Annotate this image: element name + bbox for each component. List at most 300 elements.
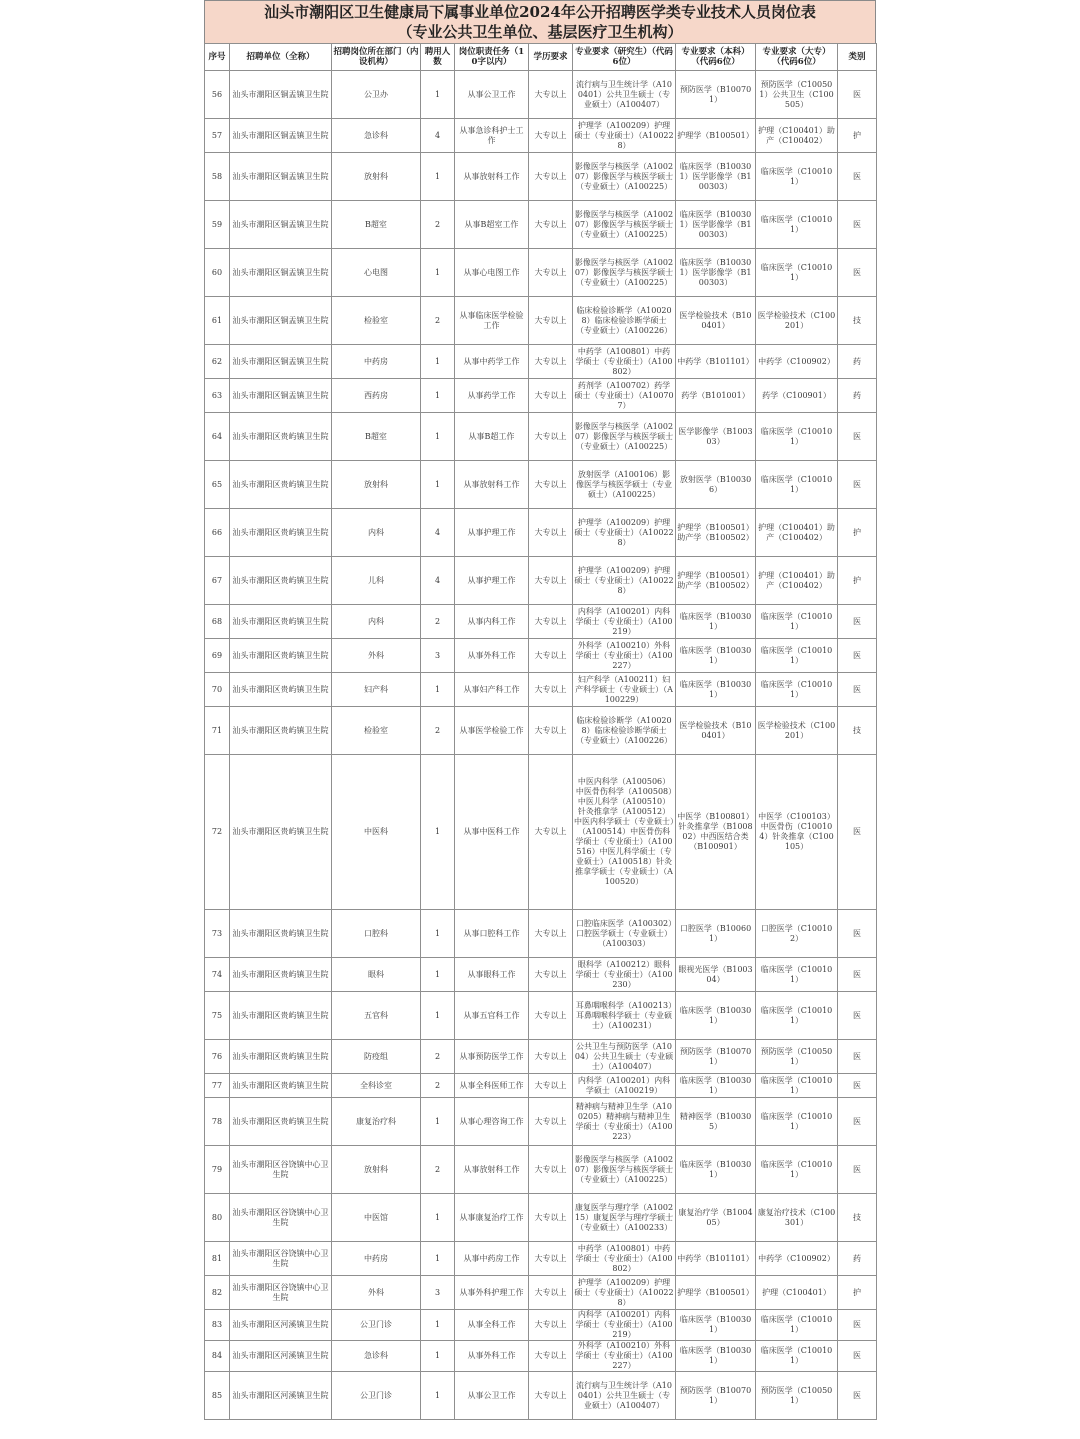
cell-duty: 从事外科工作	[455, 1341, 529, 1372]
cell-dept: 公卫门诊	[332, 1372, 421, 1420]
cell-duty: 从事内科工作	[455, 605, 529, 639]
cell-bachelor-major: 预防医学（B100701）	[676, 1372, 756, 1420]
cell-graduate-major: 护理学（A100209）护理硕士（专业硕士）（A100228）	[573, 509, 676, 557]
cell-unit: 汕头市潮阳区贵屿镇卫生院	[230, 1098, 332, 1146]
cell-seq: 80	[205, 1194, 230, 1242]
cell-seq: 70	[205, 673, 230, 707]
cell-duty: 从事公卫工作	[455, 1372, 529, 1420]
cell-dept: 防疫组	[332, 1040, 421, 1074]
table-row	[205, 1074, 877, 1098]
cell-seq: 69	[205, 639, 230, 673]
cell-duty: 从事康复治疗工作	[455, 1194, 529, 1242]
cell-associate-major: 临床医学（C100101）	[756, 673, 838, 707]
cell-category: 医	[838, 461, 877, 509]
header-bachelor-major: 专业要求（本科）（代码6位）	[676, 44, 756, 71]
cell-associate-major: 临床医学（C100101）	[756, 1310, 838, 1341]
cell-unit: 汕头市潮阳区贵屿镇卫生院	[230, 755, 332, 910]
title-banner	[204, 0, 876, 43]
cell-dept: 公卫办	[332, 71, 421, 119]
cell-dept: 中医馆	[332, 1194, 421, 1242]
cell-associate-major: 护理（C100401）	[756, 1276, 838, 1310]
cell-category: 护	[838, 119, 877, 153]
cell-duty: 从事B超室工作	[455, 201, 529, 249]
table-row	[205, 461, 877, 509]
cell-dept: 儿科	[332, 557, 421, 605]
cell-unit: 汕头市潮阳区河溪镇卫生院	[230, 1372, 332, 1420]
cell-bachelor-major: 医学影像学（B100303）	[676, 413, 756, 461]
cell-associate-major: 临床医学（C100101）	[756, 201, 838, 249]
cell-count: 2	[421, 1040, 455, 1074]
cell-category: 医	[838, 1372, 877, 1420]
cell-category: 医	[838, 992, 877, 1040]
cell-associate-major: 预防医学（C100501）	[756, 1040, 838, 1074]
cell-education: 大专以上	[529, 119, 573, 153]
cell-duty: 从事外科护理工作	[455, 1276, 529, 1310]
cell-education: 大专以上	[529, 1341, 573, 1372]
cell-dept: 全科诊室	[332, 1074, 421, 1098]
table-row	[205, 413, 877, 461]
cell-unit: 汕头市潮阳区铜盂镇卫生院	[230, 119, 332, 153]
cell-graduate-major: 药剂学（A100702）药学硕士（专业硕士）（A100707）	[573, 379, 676, 413]
cell-seq: 56	[205, 71, 230, 119]
cell-unit: 汕头市潮阳区贵屿镇卫生院	[230, 910, 332, 958]
cell-category: 医	[838, 1341, 877, 1372]
cell-count: 3	[421, 639, 455, 673]
header-row	[205, 44, 877, 71]
cell-duty: 从事B超工作	[455, 413, 529, 461]
cell-unit: 汕头市潮阳区谷饶镇中心卫生院	[230, 1276, 332, 1310]
cell-graduate-major: 临床检验诊断学（A100208）临床检验诊断学硕士（专业硕士）（A100226）	[573, 707, 676, 755]
cell-count: 1	[421, 1372, 455, 1420]
cell-count: 1	[421, 1098, 455, 1146]
cell-seq: 73	[205, 910, 230, 958]
cell-education: 大专以上	[529, 1276, 573, 1310]
cell-bachelor-major: 预防医学（B100701）	[676, 1040, 756, 1074]
cell-associate-major: 临床医学（C100101）	[756, 958, 838, 992]
cell-dept: 外科	[332, 1276, 421, 1310]
cell-count: 1	[421, 673, 455, 707]
table-row	[205, 345, 877, 379]
cell-bachelor-major: 眼视光医学（B100304）	[676, 958, 756, 992]
cell-category: 医	[838, 639, 877, 673]
cell-category: 医	[838, 1310, 877, 1341]
cell-seq: 78	[205, 1098, 230, 1146]
cell-count: 4	[421, 557, 455, 605]
cell-education: 大专以上	[529, 958, 573, 992]
cell-dept: 放射科	[332, 461, 421, 509]
cell-education: 大专以上	[529, 1242, 573, 1276]
table-row	[205, 1146, 877, 1194]
cell-graduate-major: 影像医学与核医学（A100207）影像医学与核医学硕士（专业硕士）（A100225）	[573, 413, 676, 461]
cell-category: 医	[838, 673, 877, 707]
cell-education: 大专以上	[529, 1194, 573, 1242]
recruitment-sheet	[204, 0, 876, 1439]
cell-associate-major: 医学检验技术（C100201）	[756, 297, 838, 345]
table-row	[205, 910, 877, 958]
cell-bachelor-major: 临床医学（B100301）	[676, 992, 756, 1040]
cell-associate-major: 中药学（C100902）	[756, 1242, 838, 1276]
cell-duty: 从事全科工作	[455, 1310, 529, 1341]
cell-duty: 从事心理咨询工作	[455, 1098, 529, 1146]
table-row	[205, 379, 877, 413]
cell-count: 1	[421, 345, 455, 379]
cell-unit: 汕头市潮阳区铜盂镇卫生院	[230, 201, 332, 249]
cell-duty: 从事放射科工作	[455, 461, 529, 509]
cell-dept: 妇产科	[332, 673, 421, 707]
cell-count: 1	[421, 413, 455, 461]
cell-bachelor-major: 精神医学（B100305）	[676, 1098, 756, 1146]
cell-category: 技	[838, 1194, 877, 1242]
cell-category: 医	[838, 71, 877, 119]
cell-bachelor-major: 临床医学（B100301）	[676, 1146, 756, 1194]
header-duty: 岗位职责任务（10字以内）	[455, 44, 529, 71]
cell-education: 大专以上	[529, 1310, 573, 1341]
cell-associate-major: 医学检验技术（C100201）	[756, 707, 838, 755]
cell-graduate-major: 影像医学与核医学（A100207）影像医学与核医学硕士（专业硕士）（A100225）	[573, 249, 676, 297]
cell-graduate-major: 中医内科学（A100506）中医骨伤科学（A100508）中医儿科学（A100510）针灸推拿学（A100512）中医内科学硕士（专业硕士）（A100514）中医骨伤科学硕士（专业硕士）（A100516）中医儿科学硕士（专业硕士）（A100518）针灸推拿学硕士（专业硕士）（A100520）	[573, 755, 676, 910]
cell-graduate-major: 临床检验诊断学（A100208）临床检验诊断学硕士（专业硕士）（A100226）	[573, 297, 676, 345]
table-row	[205, 509, 877, 557]
cell-dept: 急诊科	[332, 1341, 421, 1372]
cell-seq: 64	[205, 413, 230, 461]
cell-dept: 中药房	[332, 1242, 421, 1276]
cell-duty: 从事急诊科护士工作	[455, 119, 529, 153]
table-row	[205, 557, 877, 605]
cell-count: 1	[421, 910, 455, 958]
cell-seq: 61	[205, 297, 230, 345]
cell-dept: B超室	[332, 413, 421, 461]
cell-seq: 67	[205, 557, 230, 605]
cell-associate-major: 临床医学（C100101）	[756, 639, 838, 673]
cell-graduate-major: 精神病与精神卫生学（A100205）精神病与精神卫生学硕士（专业硕士）（A100223）	[573, 1098, 676, 1146]
cell-seq: 74	[205, 958, 230, 992]
cell-seq: 83	[205, 1310, 230, 1341]
header-seq: 序号	[205, 44, 230, 71]
cell-bachelor-major: 医学检验技术（B100401）	[676, 297, 756, 345]
cell-duty: 从事公卫工作	[455, 71, 529, 119]
cell-category: 医	[838, 605, 877, 639]
cell-graduate-major: 流行病与卫生统计学（A100401）公共卫生硕士（专业硕士）（A100407）	[573, 71, 676, 119]
cell-associate-major: 临床医学（C100101）	[756, 1146, 838, 1194]
cell-duty: 从事外科工作	[455, 639, 529, 673]
cell-category: 医	[838, 910, 877, 958]
cell-education: 大专以上	[529, 153, 573, 201]
cell-bachelor-major: 中医学（B100801）针灸推拿学（B100802）中西医结合类（B100901）	[676, 755, 756, 910]
cell-graduate-major: 眼科学（A100212）眼科学硕士（专业硕士）（A100230）	[573, 958, 676, 992]
cell-education: 大专以上	[529, 379, 573, 413]
cell-seq: 76	[205, 1040, 230, 1074]
cell-bachelor-major: 放射医学（B100306）	[676, 461, 756, 509]
cell-category: 医	[838, 1040, 877, 1074]
cell-count: 1	[421, 755, 455, 910]
cell-duty: 从事心电图工作	[455, 249, 529, 297]
cell-seq: 72	[205, 755, 230, 910]
cell-graduate-major: 内科学（A100201）内科学硕士（专业硕士）（A100219）	[573, 605, 676, 639]
cell-associate-major: 护理（C100401）助产（C100402）	[756, 557, 838, 605]
cell-dept: 五官科	[332, 992, 421, 1040]
cell-graduate-major: 护理学（A100209）护理硕士（专业硕士）（A100228）	[573, 557, 676, 605]
table-body	[205, 71, 877, 1420]
cell-bachelor-major: 临床医学（B100301）医学影像学（B100303）	[676, 249, 756, 297]
cell-education: 大专以上	[529, 509, 573, 557]
cell-seq: 79	[205, 1146, 230, 1194]
cell-graduate-major: 内科学（A100201）内科学硕士（专业硕士）（A100219）	[573, 1310, 676, 1341]
cell-bachelor-major: 临床医学（B100301）	[676, 673, 756, 707]
cell-duty: 从事中药学工作	[455, 345, 529, 379]
cell-associate-major: 临床医学（C100101）	[756, 1098, 838, 1146]
cell-dept: 内科	[332, 509, 421, 557]
cell-graduate-major: 中药学（A100801）中药学硕士（专业硕士）（A100802）	[573, 1242, 676, 1276]
table-row	[205, 755, 877, 910]
cell-seq: 60	[205, 249, 230, 297]
cell-unit: 汕头市潮阳区贵屿镇卫生院	[230, 639, 332, 673]
cell-bachelor-major: 中药学（B101101）	[676, 1242, 756, 1276]
cell-bachelor-major: 中药学（B101101）	[676, 345, 756, 379]
cell-count: 1	[421, 249, 455, 297]
cell-seq: 63	[205, 379, 230, 413]
cell-duty: 从事全科医师工作	[455, 1074, 529, 1098]
cell-unit: 汕头市潮阳区贵屿镇卫生院	[230, 605, 332, 639]
cell-seq: 57	[205, 119, 230, 153]
cell-graduate-major: 妇产科学（A100211）妇产科学硕士（专业硕士）（A100229）	[573, 673, 676, 707]
cell-unit: 汕头市潮阳区铜盂镇卫生院	[230, 71, 332, 119]
cell-unit: 汕头市潮阳区贵屿镇卫生院	[230, 1040, 332, 1074]
cell-graduate-major: 外科学（A100210）外科学硕士（专业硕士）（A100227）	[573, 1341, 676, 1372]
cell-count: 2	[421, 707, 455, 755]
table-row	[205, 1276, 877, 1310]
cell-duty: 从事放射科工作	[455, 153, 529, 201]
cell-associate-major: 护理（C100401）助产（C100402）	[756, 119, 838, 153]
cell-dept: 口腔科	[332, 910, 421, 958]
cell-count: 1	[421, 1341, 455, 1372]
cell-unit: 汕头市潮阳区谷饶镇中心卫生院	[230, 1146, 332, 1194]
cell-count: 1	[421, 1310, 455, 1341]
cell-dept: 急诊科	[332, 119, 421, 153]
cell-duty: 从事护理工作	[455, 509, 529, 557]
cell-graduate-major: 护理学（A100209）护理硕士（专业硕士）（A100228）	[573, 1276, 676, 1310]
cell-dept: 眼科	[332, 958, 421, 992]
cell-dept: 公卫门诊	[332, 1310, 421, 1341]
cell-category: 药	[838, 1242, 877, 1276]
cell-unit: 汕头市潮阳区贵屿镇卫生院	[230, 992, 332, 1040]
cell-count: 2	[421, 201, 455, 249]
cell-seq: 68	[205, 605, 230, 639]
cell-education: 大专以上	[529, 910, 573, 958]
cell-seq: 82	[205, 1276, 230, 1310]
cell-education: 大专以上	[529, 413, 573, 461]
cell-graduate-major: 放射医学（A100106）影像医学与核医学硕士（专业硕士）（A100225）	[573, 461, 676, 509]
cell-education: 大专以上	[529, 297, 573, 345]
cell-graduate-major: 公共卫生与预防医学（A1004）公共卫生硕士（专业硕士）（A100407）	[573, 1040, 676, 1074]
cell-duty: 从事眼科工作	[455, 958, 529, 992]
cell-unit: 汕头市潮阳区铜盂镇卫生院	[230, 297, 332, 345]
cell-associate-major: 临床医学（C100101）	[756, 1074, 838, 1098]
cell-count: 1	[421, 1242, 455, 1276]
cell-bachelor-major: 医学检验技术（B100401）	[676, 707, 756, 755]
cell-bachelor-major: 药学（B101001）	[676, 379, 756, 413]
cell-category: 医	[838, 413, 877, 461]
cell-category: 医	[838, 153, 877, 201]
header-dept: 招聘岗位所在部门（内设机构）	[332, 44, 421, 71]
cell-associate-major: 预防医学（C100501）	[756, 1372, 838, 1420]
table-row	[205, 153, 877, 201]
cell-duty: 从事预防医学工作	[455, 1040, 529, 1074]
cell-education: 大专以上	[529, 605, 573, 639]
cell-dept: 放射科	[332, 1146, 421, 1194]
cell-unit: 汕头市潮阳区贵屿镇卫生院	[230, 509, 332, 557]
cell-education: 大专以上	[529, 1098, 573, 1146]
cell-seq: 81	[205, 1242, 230, 1276]
cell-dept: 心电图	[332, 249, 421, 297]
cell-seq: 58	[205, 153, 230, 201]
table-row	[205, 1194, 877, 1242]
cell-duty: 从事护理工作	[455, 557, 529, 605]
cell-count: 2	[421, 605, 455, 639]
cell-education: 大专以上	[529, 755, 573, 910]
header-graduate-major: 专业要求（研究生）（代码6位）	[573, 44, 676, 71]
cell-category: 医	[838, 1146, 877, 1194]
cell-education: 大专以上	[529, 1040, 573, 1074]
cell-seq: 62	[205, 345, 230, 379]
table-row	[205, 1040, 877, 1074]
cell-associate-major: 口腔医学（C100102）	[756, 910, 838, 958]
cell-category: 护	[838, 557, 877, 605]
cell-graduate-major: 影像医学与核医学（A100207）影像医学与核医学硕士（专业硕士）（A100225）	[573, 153, 676, 201]
table-row	[205, 1310, 877, 1341]
cell-count: 2	[421, 1074, 455, 1098]
cell-dept: 中医科	[332, 755, 421, 910]
table-row	[205, 707, 877, 755]
cell-unit: 汕头市潮阳区铜盂镇卫生院	[230, 249, 332, 297]
cell-duty: 从事妇产科工作	[455, 673, 529, 707]
cell-duty: 从事放射科工作	[455, 1146, 529, 1194]
cell-dept: 中药房	[332, 345, 421, 379]
cell-bachelor-major: 护理学（B100501）	[676, 119, 756, 153]
cell-count: 1	[421, 153, 455, 201]
cell-seq: 75	[205, 992, 230, 1040]
cell-education: 大专以上	[529, 201, 573, 249]
cell-graduate-major: 口腔临床医学（A100302）口腔医学硕士（专业硕士）（A100303）	[573, 910, 676, 958]
cell-education: 大专以上	[529, 249, 573, 297]
table-title: 汕头市潮阳区卫生健康局下属事业单位2024年公开招聘医学类专业技术人员岗位表	[264, 3, 816, 21]
cell-duty: 从事口腔科工作	[455, 910, 529, 958]
cell-education: 大专以上	[529, 557, 573, 605]
cell-associate-major: 康复治疗技术（C100301）	[756, 1194, 838, 1242]
cell-duty: 从事临床医学检验工作	[455, 297, 529, 345]
cell-bachelor-major: 护理学（B100501）助产学（B100502）	[676, 557, 756, 605]
table-row	[205, 1242, 877, 1276]
table-row	[205, 673, 877, 707]
cell-bachelor-major: 护理学（B100501）	[676, 1276, 756, 1310]
table-row	[205, 1372, 877, 1420]
table-row	[205, 201, 877, 249]
cell-education: 大专以上	[529, 1372, 573, 1420]
header-category: 类别	[838, 44, 877, 71]
cell-unit: 汕头市潮阳区河溪镇卫生院	[230, 1341, 332, 1372]
cell-graduate-major: 影像医学与核医学（A100207）影像医学与核医学硕士（专业硕士）（A100225）	[573, 1146, 676, 1194]
table-row	[205, 1341, 877, 1372]
cell-count: 4	[421, 509, 455, 557]
cell-bachelor-major: 预防医学（B100701）	[676, 71, 756, 119]
table-row	[205, 249, 877, 297]
cell-category: 技	[838, 297, 877, 345]
cell-duty: 从事中医科工作	[455, 755, 529, 910]
cell-associate-major: 临床医学（C100101）	[756, 153, 838, 201]
cell-dept: 检验室	[332, 707, 421, 755]
cell-associate-major: 临床医学（C100101）	[756, 461, 838, 509]
positions-table	[204, 43, 877, 1420]
cell-unit: 汕头市潮阳区铜盂镇卫生院	[230, 379, 332, 413]
cell-graduate-major: 护理学（A100209）护理硕士（专业硕士）（A100228）	[573, 119, 676, 153]
cell-education: 大专以上	[529, 673, 573, 707]
cell-category: 技	[838, 707, 877, 755]
cell-education: 大专以上	[529, 639, 573, 673]
cell-count: 1	[421, 958, 455, 992]
cell-bachelor-major: 临床医学（B100301）	[676, 639, 756, 673]
table-row	[205, 71, 877, 119]
cell-category: 医	[838, 249, 877, 297]
cell-associate-major: 临床医学（C100101）	[756, 605, 838, 639]
cell-dept: 康复治疗科	[332, 1098, 421, 1146]
cell-graduate-major: 耳鼻咽喉科学（A100213）耳鼻咽喉科学硕士（专业硕士）（A100231）	[573, 992, 676, 1040]
cell-bachelor-major: 康复治疗学（B100405）	[676, 1194, 756, 1242]
cell-dept: 西药房	[332, 379, 421, 413]
cell-count: 4	[421, 119, 455, 153]
cell-unit: 汕头市潮阳区贵屿镇卫生院	[230, 557, 332, 605]
cell-unit: 汕头市潮阳区谷饶镇中心卫生院	[230, 1194, 332, 1242]
table-row	[205, 1098, 877, 1146]
table-row	[205, 297, 877, 345]
cell-associate-major: 预防医学（C100501）公共卫生（C100505）	[756, 71, 838, 119]
cell-category: 医	[838, 1098, 877, 1146]
cell-graduate-major: 康复医学与理疗学（A100215）康复医学与理疗学硕士（专业硕士）（A100233）	[573, 1194, 676, 1242]
cell-count: 1	[421, 1194, 455, 1242]
cell-graduate-major: 影像医学与核医学（A100207）影像医学与核医学硕士（专业硕士）（A100225）	[573, 201, 676, 249]
table-row	[205, 958, 877, 992]
cell-unit: 汕头市潮阳区贵屿镇卫生院	[230, 673, 332, 707]
cell-unit: 汕头市潮阳区贵屿镇卫生院	[230, 1074, 332, 1098]
cell-associate-major: 临床医学（C100101）	[756, 1341, 838, 1372]
cell-education: 大专以上	[529, 345, 573, 379]
cell-category: 护	[838, 1276, 877, 1310]
cell-bachelor-major: 临床医学（B100301）	[676, 1310, 756, 1341]
cell-education: 大专以上	[529, 71, 573, 119]
table-row	[205, 605, 877, 639]
cell-category: 药	[838, 345, 877, 379]
header-count: 聘用人数	[421, 44, 455, 71]
cell-duty: 从事中药房工作	[455, 1242, 529, 1276]
cell-bachelor-major: 临床医学（B100301）医学影像学（B100303）	[676, 201, 756, 249]
cell-unit: 汕头市潮阳区谷饶镇中心卫生院	[230, 1242, 332, 1276]
cell-unit: 汕头市潮阳区贵屿镇卫生院	[230, 958, 332, 992]
header-unit: 招聘单位（全称）	[230, 44, 332, 71]
cell-associate-major: 临床医学（C100101）	[756, 992, 838, 1040]
cell-category: 医	[838, 201, 877, 249]
cell-count: 1	[421, 992, 455, 1040]
cell-graduate-major: 内科学（A100201）内科学硕士（A100219）	[573, 1074, 676, 1098]
table-row	[205, 639, 877, 673]
cell-associate-major: 中医学（C100103）中医骨伤（C100104）针灸推拿（C100105）	[756, 755, 838, 910]
cell-associate-major: 护理（C100401）助产（C100402）	[756, 509, 838, 557]
cell-unit: 汕头市潮阳区河溪镇卫生院	[230, 1310, 332, 1341]
cell-seq: 65	[205, 461, 230, 509]
table-row	[205, 992, 877, 1040]
cell-seq: 84	[205, 1341, 230, 1372]
cell-education: 大专以上	[529, 1146, 573, 1194]
cell-dept: 内科	[332, 605, 421, 639]
cell-seq: 77	[205, 1074, 230, 1098]
cell-seq: 59	[205, 201, 230, 249]
